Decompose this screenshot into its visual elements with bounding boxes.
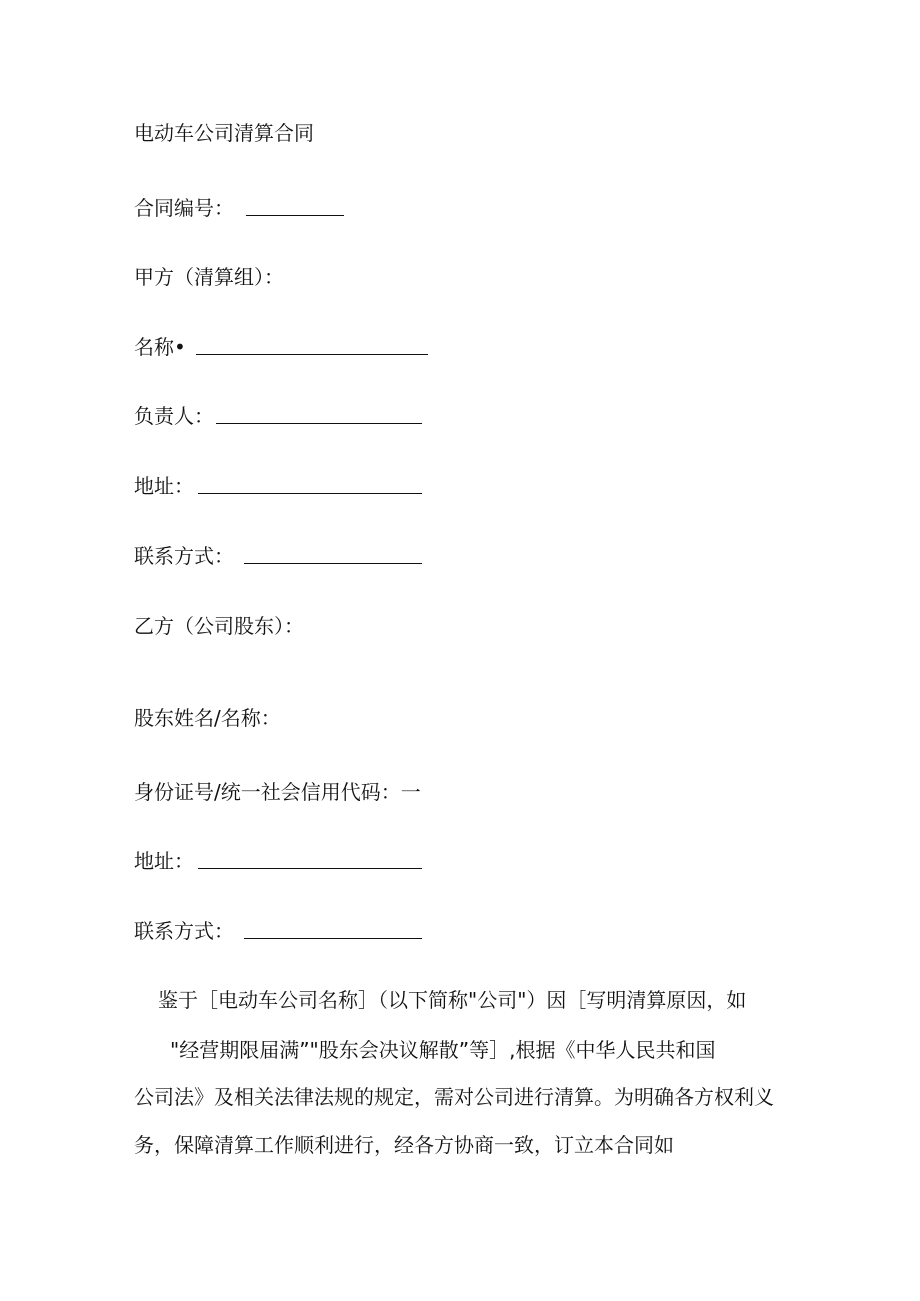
party-a-address-blank bbox=[198, 492, 422, 494]
intro-line-3: 公司法》及相关法律法规的规定，需对公司进行清算。为明确各方权利义 bbox=[134, 1085, 774, 1109]
party-a-leader-blank bbox=[216, 422, 422, 424]
party-b-name-row bbox=[134, 704, 281, 732]
party-a-leader-row bbox=[134, 402, 422, 430]
party-a-leader-label: 负责人： bbox=[134, 404, 214, 428]
intro-line-2: "经营期限届满”"股东会决议解散”等］,根据《中华人民共和国 bbox=[170, 1038, 716, 1062]
party-b-id-label: 身份证号/统一社会信用代码：一 bbox=[134, 780, 421, 804]
party-a-address-label: 地址： bbox=[134, 474, 194, 498]
party-a-name-row bbox=[134, 333, 428, 361]
contract-number-label: 合同编号： bbox=[134, 196, 234, 220]
party-b-address-blank bbox=[198, 867, 422, 869]
party-a-contact-row bbox=[134, 542, 422, 570]
party-b-address-label: 地址： bbox=[134, 849, 194, 873]
party-b-contact-row bbox=[134, 917, 422, 945]
party-a-contact-label: 联系方式： bbox=[134, 544, 234, 568]
document-title bbox=[134, 119, 314, 147]
title-text: 电动车公司清算合同 bbox=[134, 121, 314, 145]
party-b-contact-blank bbox=[244, 937, 422, 939]
party-b-name-label: 股东姓名/名称： bbox=[134, 706, 281, 730]
intro-line-4: 务，保障清算工作顺利进行，经各方协商一致，订立本合同如 bbox=[134, 1133, 674, 1157]
contract-number-row bbox=[134, 194, 344, 222]
party-a-contact-blank bbox=[244, 562, 422, 564]
party-b-id-row bbox=[134, 778, 421, 806]
party-a-name-blank bbox=[196, 353, 428, 355]
intro-line-1: 鉴于［电动车公司名称］（以下简称"公司"）因［写明清算原因，如 bbox=[158, 988, 747, 1012]
party-a-address-row bbox=[134, 472, 422, 500]
party-b-contact-label: 联系方式： bbox=[134, 919, 234, 943]
party-b-address-row bbox=[134, 847, 422, 875]
party-a-name-label: 名称• bbox=[134, 335, 186, 359]
party-b-heading: 乙方（公司股东）： bbox=[134, 614, 304, 638]
party-a-heading: 甲方（清算组）： bbox=[134, 265, 284, 289]
contract-number-blank bbox=[246, 214, 344, 216]
